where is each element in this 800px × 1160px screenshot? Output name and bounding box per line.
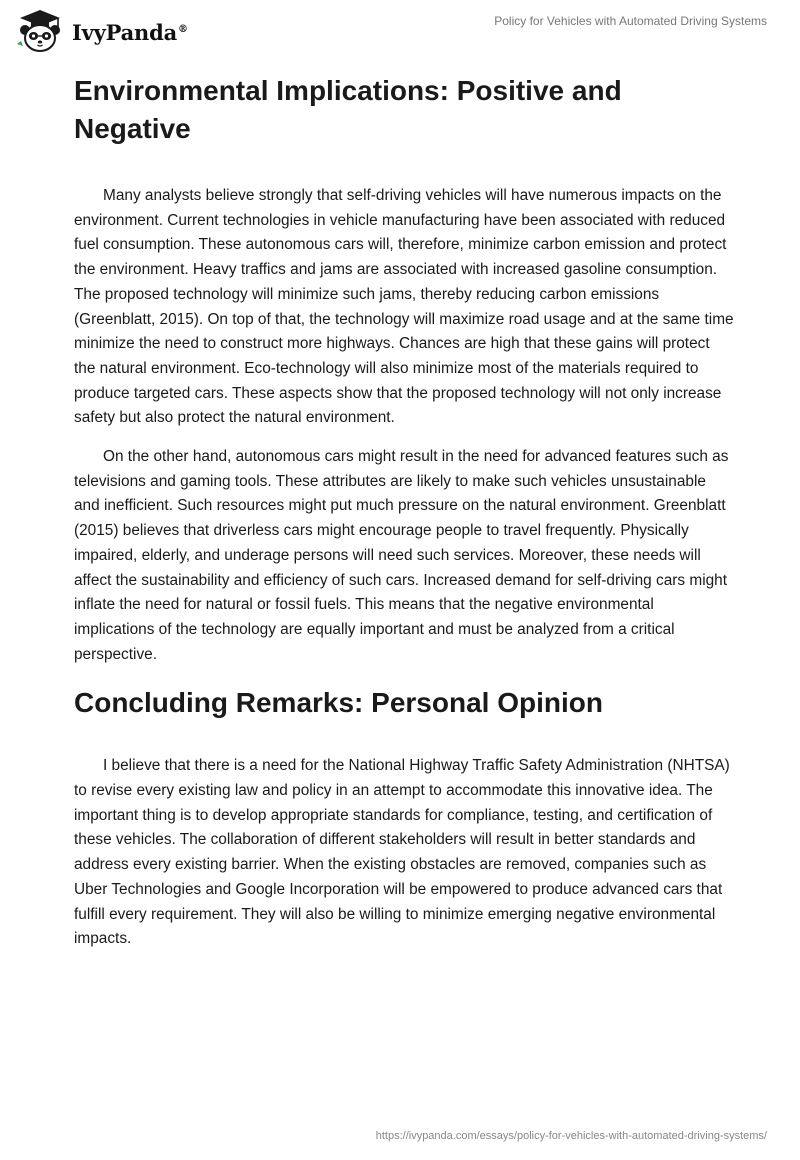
paragraph: I believe that there is a need for the National Highway Traffic Safety Administration (NHTSA) to revise every existing law and policy in an attempt to accommodate this innovative idea. The important thing is to develop appropriate standards for compliance, testing, and certification of these vehicles. The collaboration of different stakeholders will result in better standards and address every existing barrier. When the existing obstacles are removed, companies such as Uber Technologies and Google Incorporation will be empowered to produce advanced cars that fulfill every requirement. They will also be willing to minimize emerging negative environmental impacts.: [74, 757, 730, 948]
document-title: Policy for Vehicles with Automated Driving Systems: [494, 14, 767, 28]
brand-logo[interactable]: [14, 8, 188, 54]
paragraph: Many analysts believe strongly that self-driving vehicles will have numerous impacts on the environment. Current technologies in vehicle manufacturing have been associated with reduced fuel consumption. These autonomous cars will, therefore, minimize carbon emission and protect the environment. Heavy traffics and jams are associated with increased gasoline consumption. The proposed technology will minimize such jams, thereby reducing carbon emissions (Greenblatt, 2015). On top of that, the technology will maximize road usage and at the same time minimize the need to construct more highways. Chances are high that these gains will protect the natural environment. Eco-technology will also minimize most of the materials required to produce targeted cars. These aspects show that the proposed technology will not only increase safety but also protect the natural environment.: [74, 187, 734, 427]
essay-content: [74, 72, 734, 966]
brand-reg-mark: ®: [178, 23, 188, 35]
brand-name-text: IvyPanda: [72, 19, 178, 45]
panda-graduate-icon: [14, 8, 66, 54]
paragraph: On the other hand, autonomous cars might result in the need for advanced features such as televisions and gaming tools. These attributes are likely to make such vehicles unsustainable and inefficient. Such resources might put much pressure on the natural environment. Greenblatt (2015) believes that driverless cars might encourage people to travel frequently. Physically impaired, elderly, and underage persons will need such services. Moreover, these needs will affect the sustainability and efficiency of such cars. Increased demand for self-driving cars might inflate the need for natural or fossil fuels. This means that the negative environmental implications of the technology are equally important and must be analyzed from a critical perspective.: [74, 448, 729, 663]
brand-name: [72, 20, 188, 45]
section-heading-environmental: Environmental Implications: Positive and Negative: [74, 75, 622, 144]
source-url-link[interactable]: https://ivypanda.com/essays/policy-for-vehicles-with-automated-driving-systems/: [375, 1130, 767, 1142]
page-header: [0, 0, 800, 62]
section-heading-conclusion: Concluding Remarks: Personal Opinion: [74, 687, 603, 719]
